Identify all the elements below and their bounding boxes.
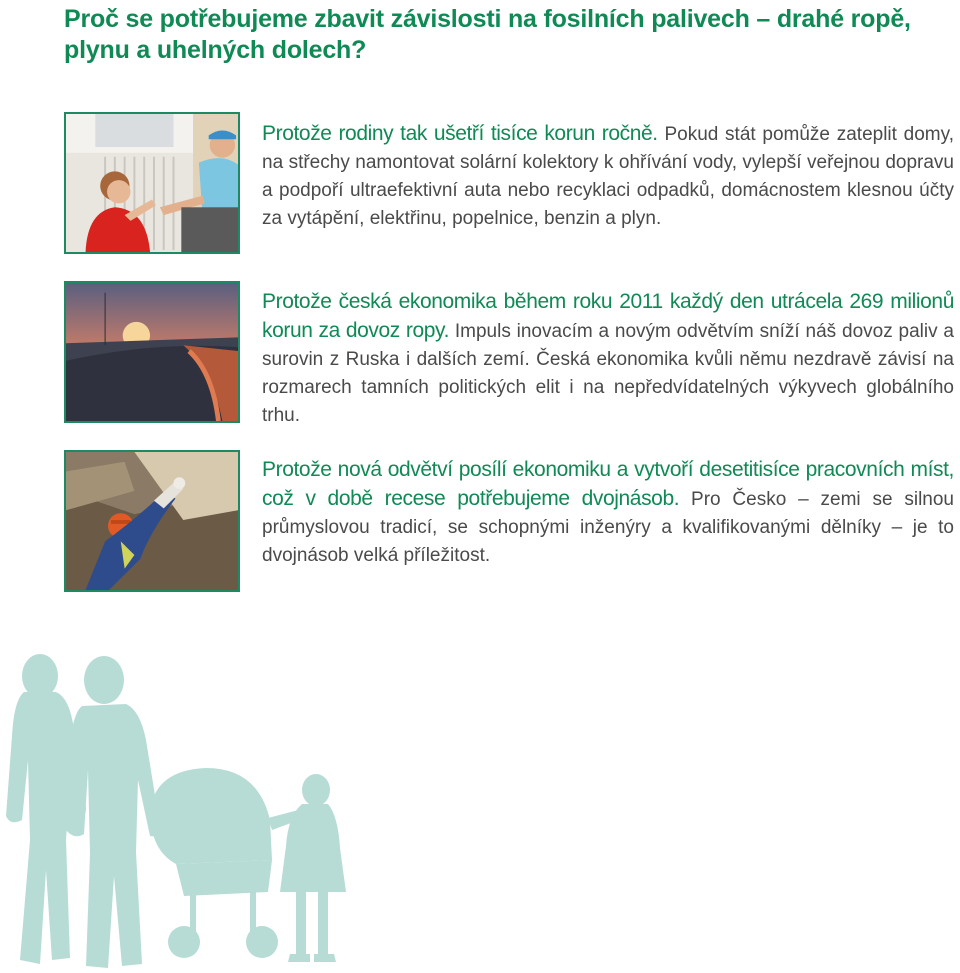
section-2-body: Impuls inovacím a novým odvětvím sníží náš dovoz paliv a surovin z Ruska i dalších zemí. Česká ekonomika kvůli němu nezdravě závisí na rozmarech tamních politických elit i na nepředvídatelných výkyvech globálního trhu. (262, 321, 954, 426)
family-silhouette-icon (0, 640, 380, 973)
page-title: Proč se potřebujeme zbavit závislosti na fosilních palivech – drahé ropě, plynu a uhelných dolech? (64, 5, 911, 64)
section-1-text (262, 120, 954, 233)
section-3-text (262, 456, 954, 570)
section-1-body: Pokud stát pomůže zateplit domy, na střechy namontovat solární kolektory k ohřívání vody, vylepší veřejnou dopravu a podpoří ultraefektivní auta nebo recyklaci odpadků, domácnostem klesnou účty za vytápění, elektřinu, popelnice, benzin a plyn. (262, 124, 954, 229)
child-and-worker-radiator-photo (64, 112, 240, 254)
section-1-lead: Protože rodiny tak ušetří tisíce korun ročně. (262, 122, 658, 145)
section-3-lead: Protože nová odvětví posílí ekonomiku a vytvoří desetitisíce pracovních míst, což v době recese potřebujeme dvojnásob. (262, 458, 954, 510)
section-3-body: Pro Česko – zemi se silnou průmyslovou tradicí, se schopnými inženýry a kvalifikovanými dělníky – je to dvojnásob velká příležitost. (262, 489, 955, 566)
worker-installing-insulation-photo (64, 450, 240, 592)
section-2-text (262, 288, 954, 430)
section-2-lead: Protože česká ekonomika během roku 2011 každý den utrácela 269 milionů korun za dovoz ropy. (262, 290, 954, 342)
pipeline-sunset-photo (64, 281, 240, 423)
